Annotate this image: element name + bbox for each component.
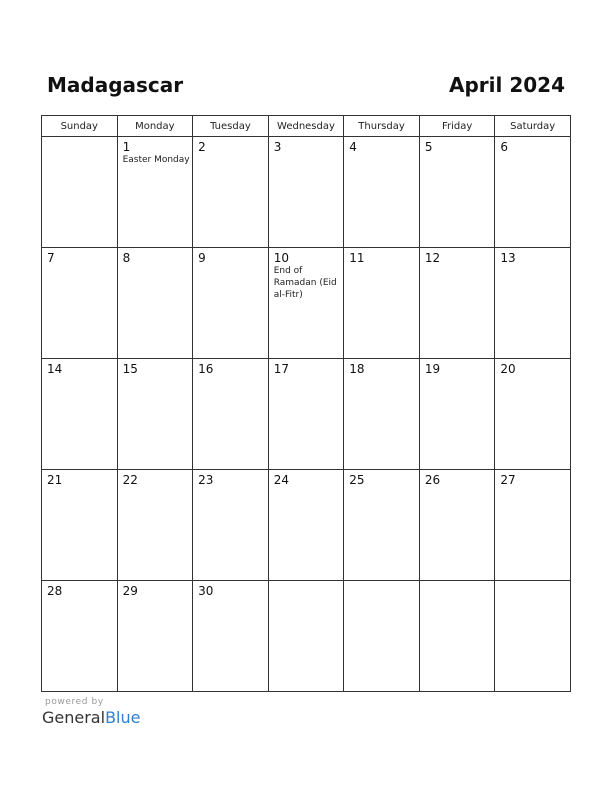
day-number: 26	[424, 473, 441, 487]
day-cell	[117, 470, 193, 581]
day-cell	[117, 137, 193, 248]
day-number: 10	[273, 251, 289, 265]
day-cell	[419, 581, 495, 692]
day-cell	[419, 137, 495, 248]
day-cell	[344, 137, 420, 248]
day-cell	[117, 581, 193, 692]
day-cell	[344, 581, 420, 692]
day-cell	[193, 470, 269, 581]
day-cell	[495, 581, 571, 692]
day-cell	[268, 359, 344, 470]
day-cell	[42, 470, 118, 581]
holiday-label: End of Ramadan (Eid al-Fitr)	[273, 266, 337, 300]
day-number: 28	[47, 584, 63, 598]
weekday-header: Wednesday	[268, 116, 344, 137]
brand-part-blue: Blue	[105, 708, 141, 727]
day-cell	[193, 581, 269, 692]
week-row	[42, 470, 571, 581]
weekday-header: Saturday	[495, 116, 571, 137]
day-number	[420, 581, 495, 584]
day-number: 13	[500, 251, 516, 265]
calendar-grid	[41, 115, 571, 692]
day-cell	[419, 359, 495, 470]
day-number: 12	[424, 251, 441, 265]
day-number: 30	[198, 584, 214, 598]
day-cell	[42, 248, 118, 359]
week-row	[42, 137, 571, 248]
day-cell	[42, 359, 118, 470]
weekday-header: Tuesday	[193, 116, 269, 137]
day-cell	[495, 359, 571, 470]
day-cell	[193, 248, 269, 359]
day-number: 1	[122, 140, 131, 154]
day-number: 20	[500, 362, 516, 376]
day-cell	[268, 137, 344, 248]
day-number: 15	[122, 362, 138, 376]
week-row	[42, 359, 571, 470]
day-cell	[495, 137, 571, 248]
day-number: 3	[273, 140, 282, 154]
day-number: 4	[349, 140, 357, 154]
day-number: 14	[47, 362, 63, 376]
day-cell	[193, 359, 269, 470]
holiday-label: Easter Monday	[122, 155, 190, 165]
day-cell	[419, 248, 495, 359]
weekday-header-row	[42, 116, 571, 137]
day-cell	[268, 470, 344, 581]
day-number: 22	[122, 473, 138, 487]
day-cell	[344, 248, 420, 359]
weekday-header: Sunday	[42, 116, 118, 137]
day-cell	[344, 470, 420, 581]
day-number: 16	[198, 362, 214, 376]
weekday-header: Thursday	[344, 116, 420, 137]
day-number: 21	[47, 473, 63, 487]
day-cell	[268, 248, 344, 359]
day-cell	[495, 248, 571, 359]
day-number: 29	[122, 584, 138, 598]
day-number: 27	[500, 473, 516, 487]
day-number: 18	[349, 362, 365, 376]
generalblue-logo[interactable]	[42, 708, 140, 728]
weekday-header: Monday	[117, 116, 193, 137]
day-number: 19	[424, 362, 441, 376]
week-row	[42, 581, 571, 692]
day-number	[42, 137, 117, 140]
day-number	[269, 581, 344, 584]
day-cell	[268, 581, 344, 692]
day-cell	[495, 470, 571, 581]
weekday-header: Friday	[419, 116, 495, 137]
brand-part-general: General	[42, 708, 106, 727]
day-cell	[42, 137, 118, 248]
month-year-title: April 2024	[449, 73, 565, 97]
day-number: 7	[47, 251, 55, 265]
day-cell	[42, 581, 118, 692]
day-number: 11	[349, 251, 365, 265]
day-number: 23	[198, 473, 214, 487]
day-cell	[117, 248, 193, 359]
day-number: 17	[273, 362, 289, 376]
day-number: 6	[500, 140, 509, 154]
day-number: 24	[273, 473, 289, 487]
powered-by-label: powered by	[45, 697, 104, 707]
day-cell	[419, 470, 495, 581]
country-title: Madagascar	[47, 73, 184, 97]
week-row	[42, 248, 571, 359]
day-number: 25	[349, 473, 365, 487]
day-cell	[117, 359, 193, 470]
day-cell	[193, 137, 269, 248]
day-number	[495, 581, 570, 584]
day-number: 5	[424, 140, 433, 154]
day-number: 2	[198, 140, 206, 154]
day-number	[344, 581, 419, 584]
day-number: 9	[198, 251, 206, 265]
day-number: 8	[122, 251, 131, 265]
day-cell	[344, 359, 420, 470]
